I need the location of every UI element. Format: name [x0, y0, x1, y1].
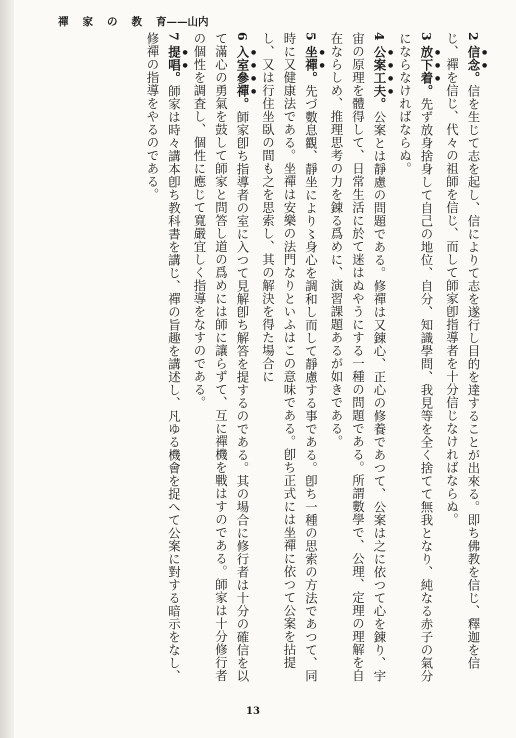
running-head-part: ——: [166, 16, 188, 28]
page-gutter-shadow: [0, 0, 14, 738]
running-head-part: 家: [82, 16, 93, 28]
paragraph-3: [394, 32, 441, 692]
paragraph-text: 信を生じて志を起し、信によりて志を遂行し目的を達することが出來る。即ち佛教を信じ、釋迦を信じ、禪を信じ、代々の祖師を信じ、而して師家卽指導者を十分信じなければならぬ。: [444, 32, 481, 670]
body-text-vertical: [23, 32, 488, 692]
paragraph-text: 公案とは靜慮の問題である。修禪は又錬心、正心の修養であつて、公案は之に依つて心を錬り、宇宙の原理を體得して、日常生活に於て迷はぬやうにする一種の問題である。所謂數學で、公理、定理の理解を自在ならしめ、推理思考の力を錬る爲めに、演習課題あるが如きである。: [329, 32, 387, 683]
paragraph-term: 坐禪。: [303, 45, 319, 85]
running-head-part: の: [107, 16, 118, 28]
page-number: 13: [246, 706, 260, 717]
running-head-part: 山内: [187, 16, 209, 28]
paragraph-4: [326, 32, 395, 692]
paragraph-7: [142, 32, 189, 692]
paragraph-number: 4: [372, 32, 387, 42]
paragraph-text: 師家卽ち指導者の室に入つて見解卽ち解答を提するのである。其の場合に修行者は十分の確信を以て滿心の勇氣を鼓して師家と問答し道の爲めには師に讓らずて、互に禪機を戰はすのである。師家は十分修行者の個性を調査し、個性に應じて寬嚴宜しく指導をなすのである。: [192, 32, 250, 683]
running-head-part: 教: [131, 16, 142, 28]
paragraph-term: 入室參禪。: [235, 45, 250, 111]
paragraph-number: 6: [235, 32, 250, 42]
paragraph-text: 先づ數息觀、靜坐により〻身心を調和し而して靜慮する事である。卽ち一種の思索の方法であつて、同時に又健康法である。坐禪は安樂の法門なりといふはこの意味である。卽ち正式には坐禪に依つて公案を拈提し、又は行住坐臥の間も之を思索し、其の解決を得た場合に: [260, 32, 319, 683]
paragraph-text: 先ず放身捨身して自己の地位、自分、知識學問、我見等を全く捨てて無我となり、純なる赤子の氣分にならなければならぬ。: [397, 32, 434, 683]
paragraph-term: 提唱。: [166, 45, 182, 85]
running-head: [58, 14, 209, 29]
paragraph-5: [257, 32, 326, 692]
running-head-part: 育: [156, 16, 167, 28]
paragraph-number: 2: [466, 32, 481, 42]
paragraph-term: 信念。: [466, 45, 481, 85]
paragraph-term: 放下着。: [419, 45, 434, 98]
paragraph-number: 3: [419, 32, 434, 42]
paragraph-text: 師家は時々講本卽ち教科書を講じ、禪の旨趣を講述し、凡ゆる機會を捉へて公案に對する暗示をなし、修禪の指導をやるのである。: [145, 32, 182, 683]
paragraph-2: [441, 32, 488, 692]
paragraph-number: 5: [303, 32, 319, 42]
paragraph-number: 7: [166, 32, 182, 42]
paragraph-term: 公案工夫。: [372, 45, 387, 111]
running-head-part: 禪: [58, 16, 69, 28]
paragraph-6: [189, 32, 258, 692]
